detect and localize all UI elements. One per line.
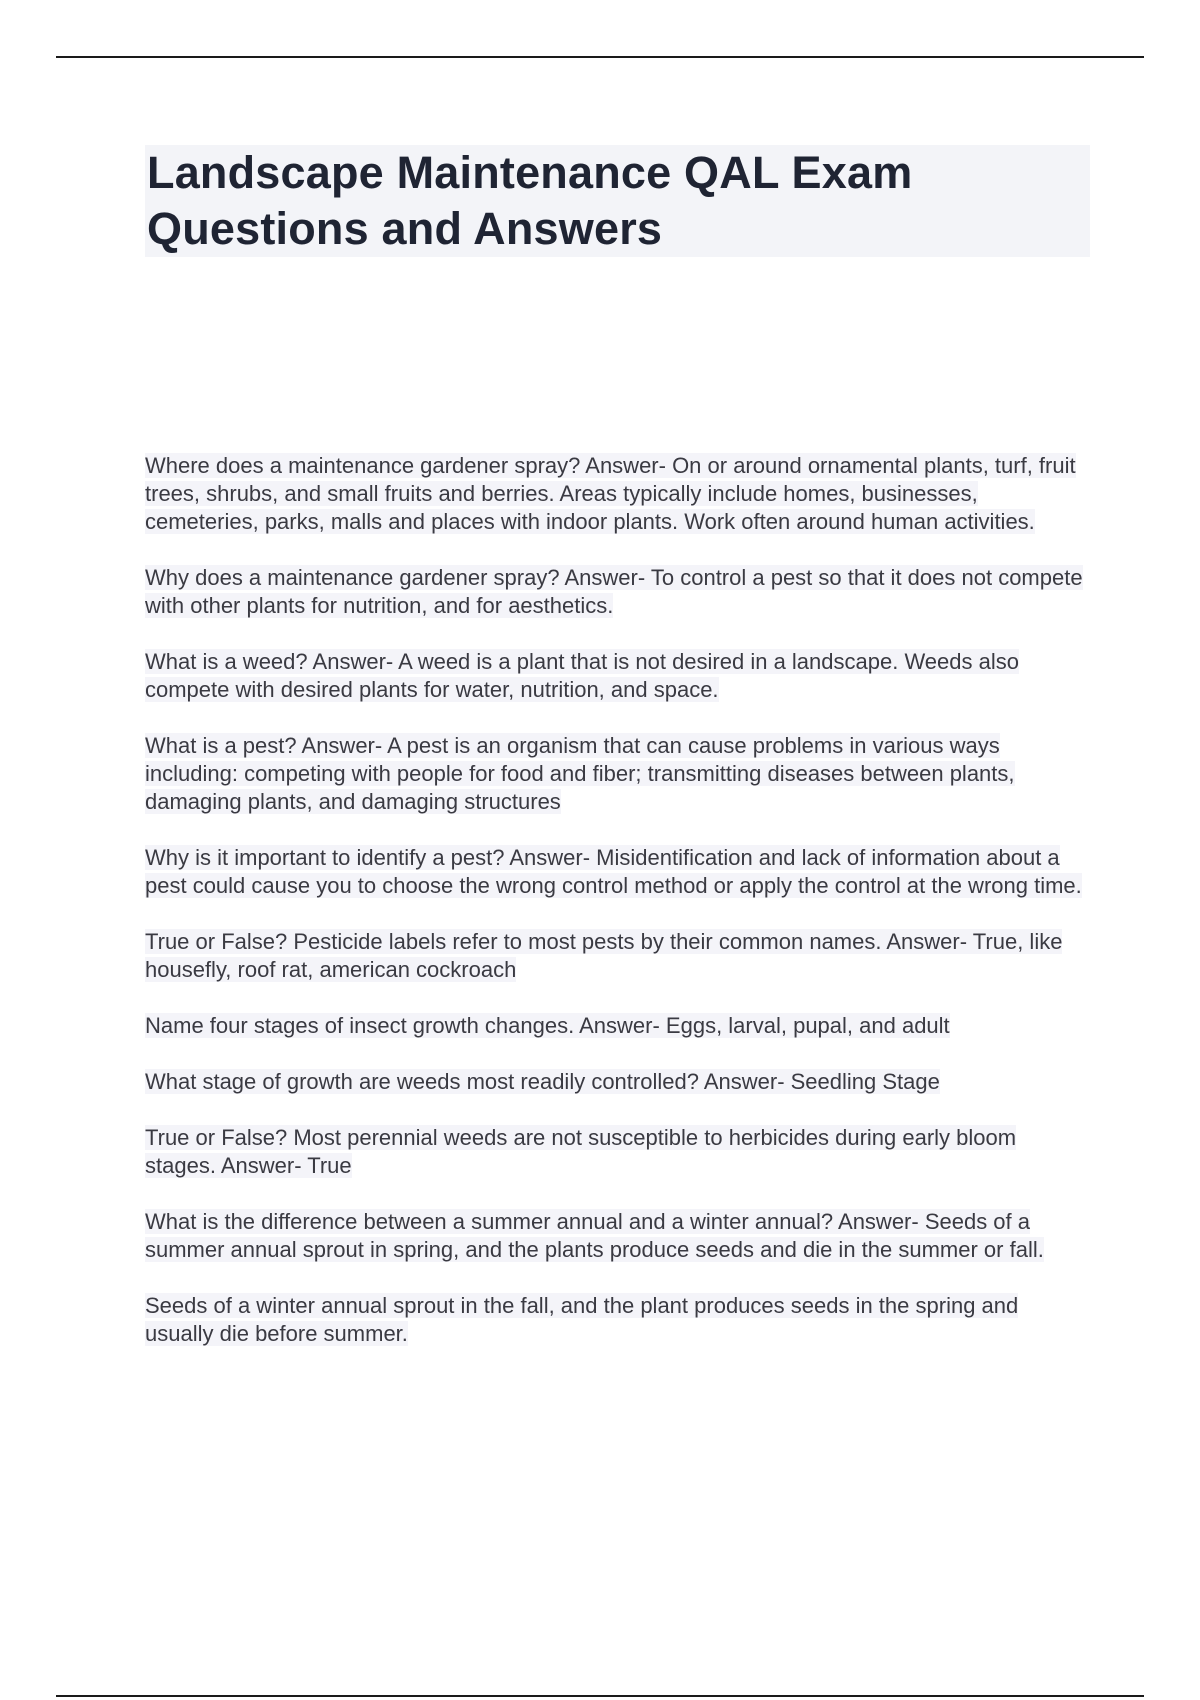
qa-item-text: What is the difference between a summer annual and a winter annual? Answer- Seeds of a summer annual sprout in spring, and the plants produce seeds and die in the summer or fall. [145, 1209, 1044, 1262]
qa-item [145, 1292, 1090, 1348]
qa-item [145, 1208, 1090, 1264]
qa-item [145, 648, 1090, 704]
qa-item-text: What is a weed? Answer- A weed is a plant that is not desired in a landscape. Weeds also compete with desired plants for water, nutrition, and space. [145, 649, 1019, 702]
qa-item-text: True or False? Pesticide labels refer to most pests by their common names. Answer- True, like housefly, roof rat, american cockroach [145, 929, 1063, 982]
qa-item [145, 732, 1090, 816]
qa-item-text: Name four stages of insect growth changes. Answer- Eggs, larval, pupal, and adult [145, 1013, 950, 1038]
qa-list [145, 452, 1090, 1376]
qa-item [145, 844, 1090, 900]
qa-item-text: Why does a maintenance gardener spray? Answer- To control a pest so that it does not compete with other plants for nutrition, and for aesthetics. [145, 565, 1083, 618]
qa-item-text: Seeds of a winter annual sprout in the fall, and the plant produces seeds in the spring and usually die before summer. [145, 1293, 1019, 1346]
qa-item-text: Why is it important to identify a pest? Answer- Misidentification and lack of information about a pest could cause you to choose the wrong control method or apply the control at the wrong time. [145, 845, 1082, 898]
qa-item-text: True or False? Most perennial weeds are not susceptible to herbicides during early bloom stages. Answer- True [145, 1125, 1017, 1178]
qa-item [145, 1012, 1090, 1040]
qa-item [145, 1124, 1090, 1180]
bottom-divider [56, 1695, 1144, 1697]
qa-item [145, 1068, 1090, 1096]
qa-item [145, 928, 1090, 984]
qa-item-text: What is a pest? Answer- A pest is an organism that can cause problems in various ways including: competing with people for food and fiber; transmitting diseases between plants, damaging plants, and damaging structures [145, 733, 1015, 814]
qa-item [145, 452, 1090, 536]
qa-item-text: Where does a maintenance gardener spray? Answer- On or around ornamental plants, turf, fruit trees, shrubs, and small fruits and berries. Areas typically include homes, businesses, cemeteries, parks, malls and places with indoor plants. Work often around human activities. [145, 453, 1076, 534]
qa-item [145, 564, 1090, 620]
top-divider [56, 56, 1144, 58]
qa-item-text: What stage of growth are weeds most readily controlled? Answer- Seedling Stage [145, 1069, 940, 1094]
title-block [145, 145, 1090, 257]
document-title: Landscape Maintenance QAL Exam Questions and Answers [147, 147, 913, 254]
